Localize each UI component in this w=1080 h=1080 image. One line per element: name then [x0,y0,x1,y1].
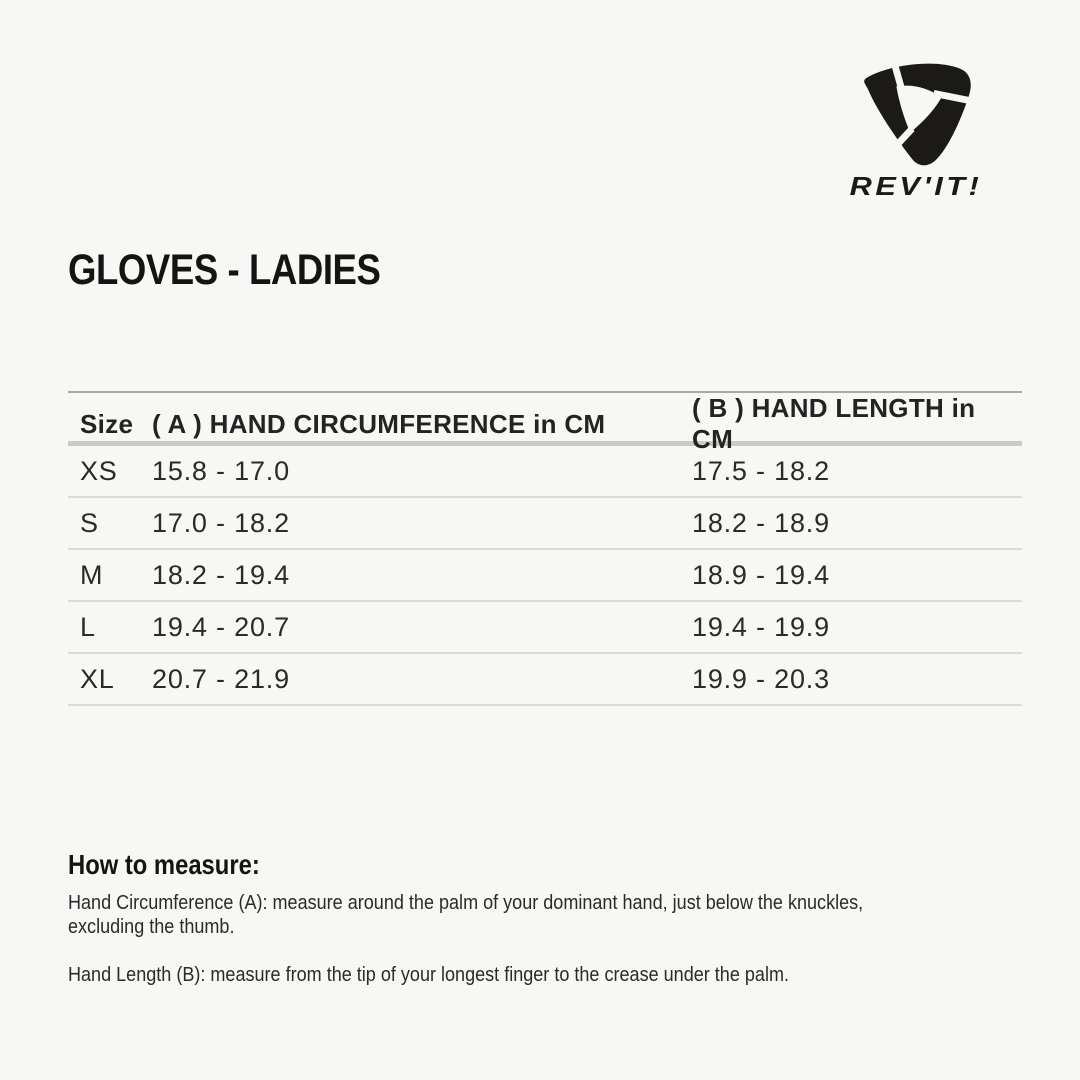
column-header-hand-length: ( B ) HAND LENGTH in CM [692,393,976,454]
hand-circumference-instruction: Hand Circumference (A): measure around the palm of your dominant hand, just below the knuckles, excluding the thumb. [68,891,864,938]
length-cell: 17.5 - 18.2 [692,455,830,486]
length-cell: 18.9 - 19.4 [692,559,830,590]
table-row [68,550,1022,602]
size-table-body [68,446,1022,706]
table-row [68,602,1022,654]
length-cell: 19.4 - 19.9 [692,611,830,642]
how-to-measure-text [68,891,906,1011]
how-to-measure-heading: How to measure: [68,849,260,880]
length-cell: 18.2 - 18.9 [692,507,830,538]
circumference-cell: 18.2 - 19.4 [152,559,290,590]
table-row [68,654,1022,706]
size-cell: XS [80,455,118,486]
size-cell: XL [80,663,115,694]
circumference-cell: 20.7 - 21.9 [152,663,290,694]
circumference-cell: 15.8 - 17.0 [152,455,290,486]
length-cell: 19.9 - 20.3 [692,663,830,694]
hand-length-instruction: Hand Length (B): measure from the tip of your longest finger to the crease under the palm. [68,963,789,986]
page-title: GLOVES - LADIES [68,246,381,294]
circumference-cell: 17.0 - 18.2 [152,507,290,538]
size-cell: M [80,559,104,590]
brand-wordmark: REV'IT! [849,171,983,201]
size-cell: L [80,611,96,642]
brand-logo [836,56,996,202]
column-header-size: Size [80,408,134,439]
table-row [68,498,1022,550]
column-header-hand-circumference: ( A ) HAND CIRCUMFERENCE in CM [152,408,606,439]
size-table [68,391,1022,706]
size-cell: S [80,507,99,538]
size-table-header [68,391,1022,454]
circumference-cell: 19.4 - 20.7 [152,611,290,642]
revit-shield-icon [857,56,975,168]
